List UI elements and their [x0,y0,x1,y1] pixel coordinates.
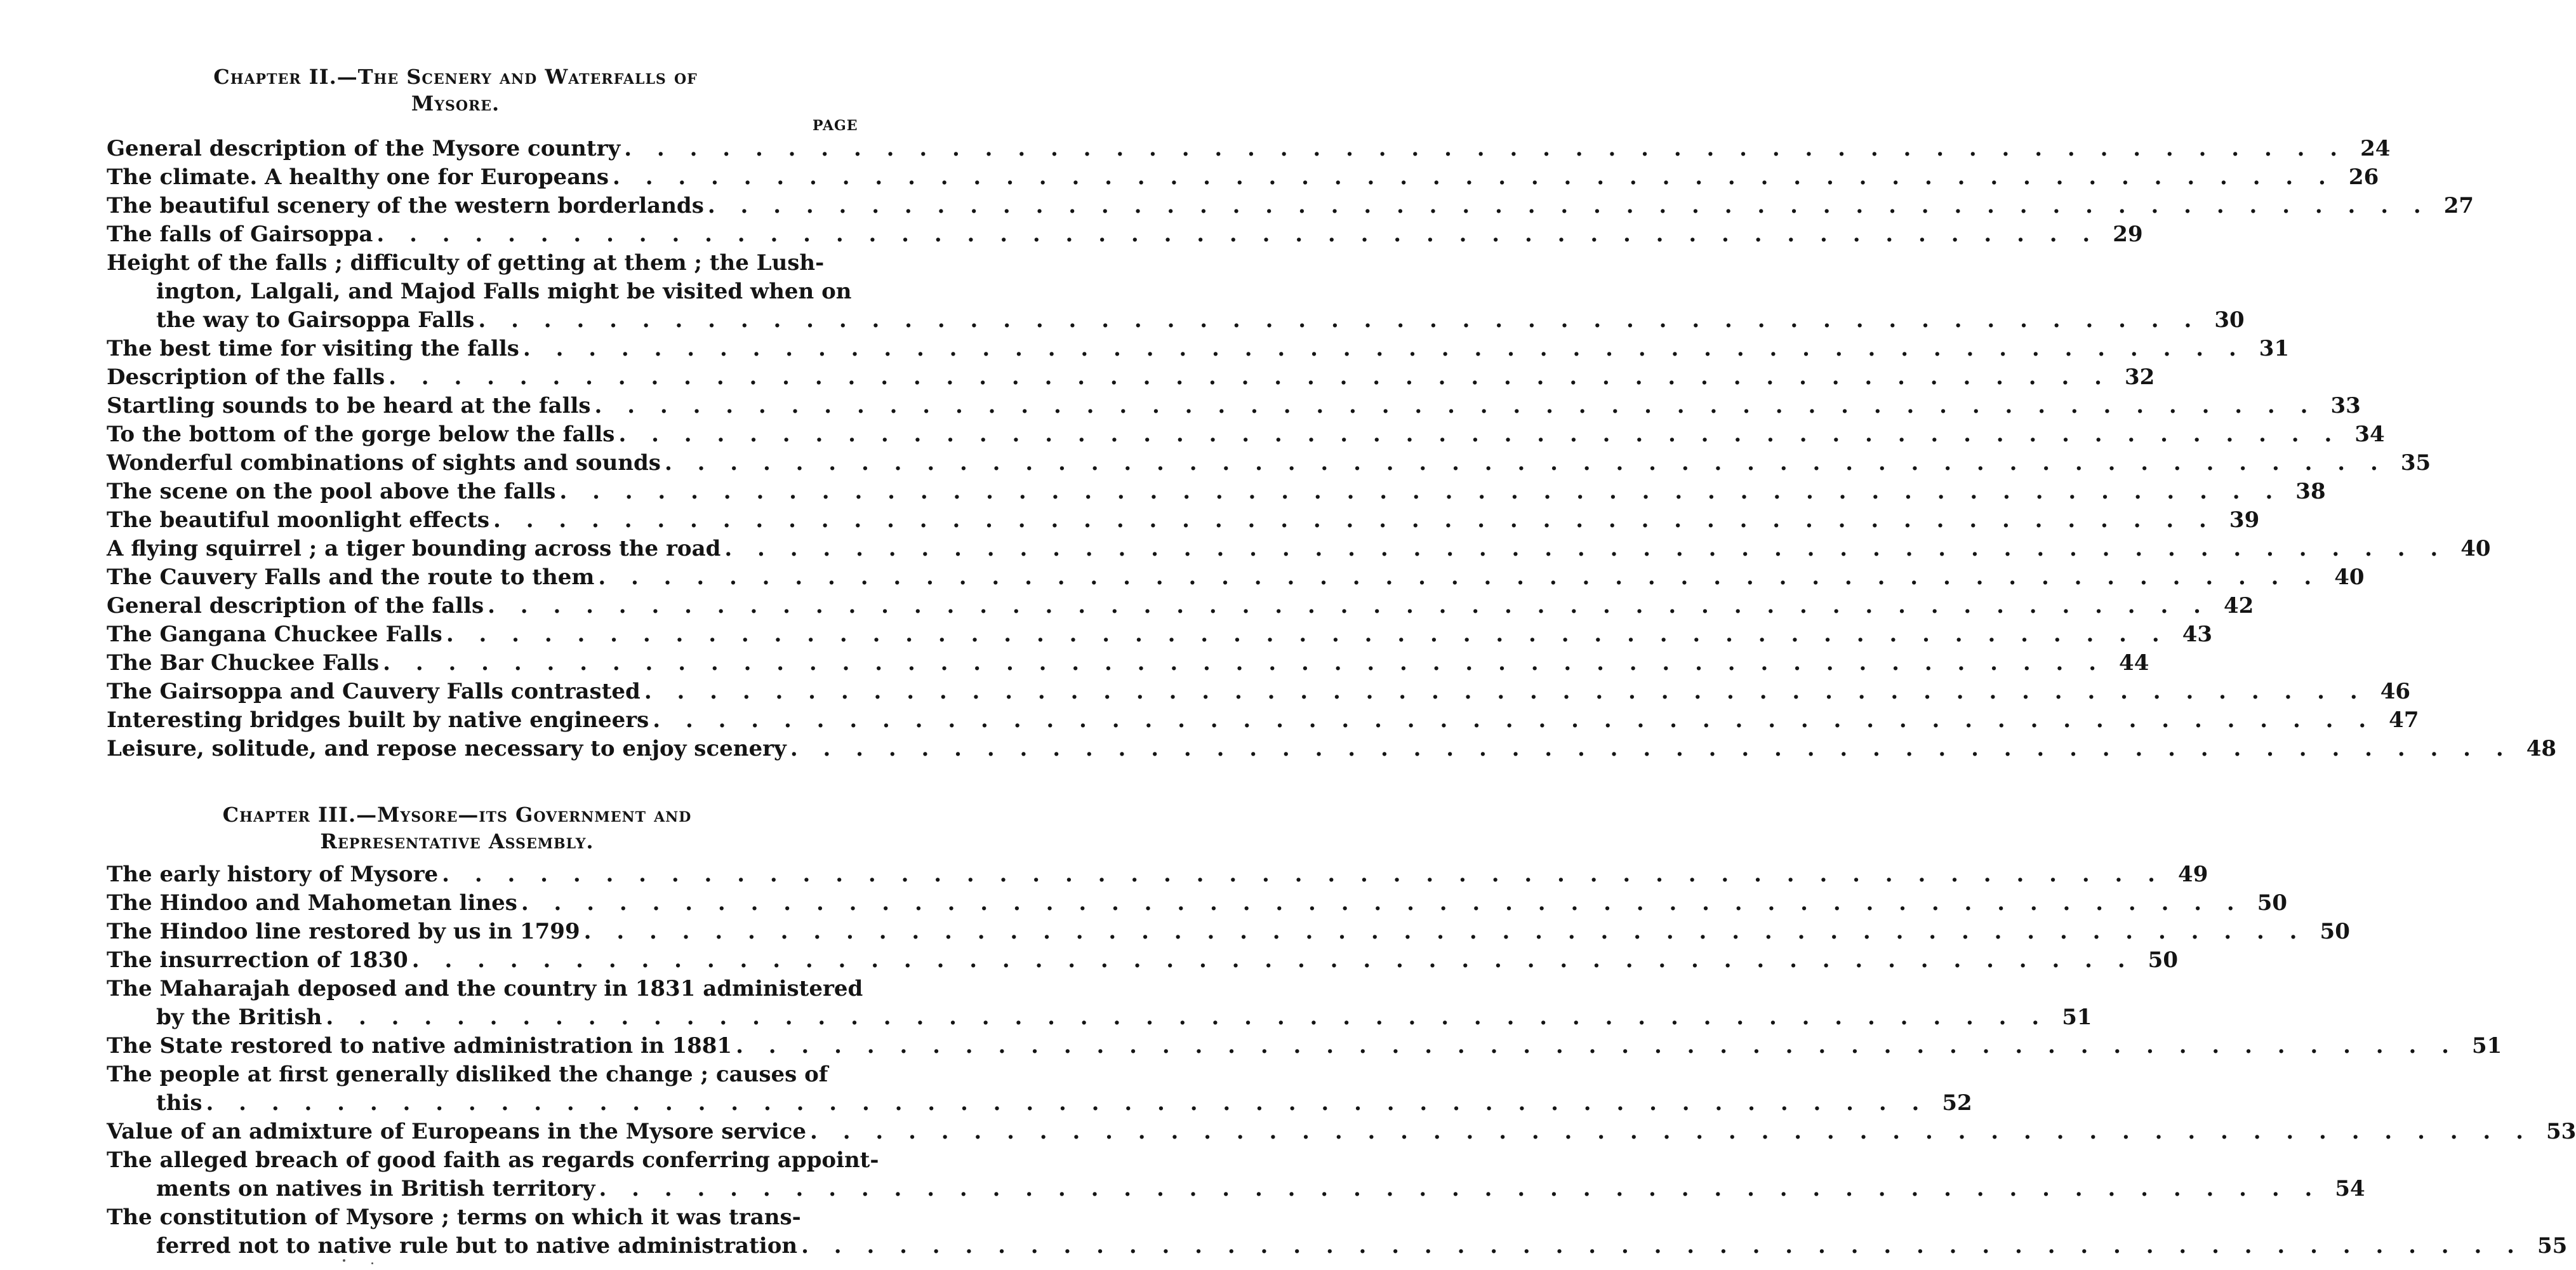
dot-leader: . . . . . . . . . . . . . . . . . . . . . . . . . . . . . . . . . . . . . . . . . . . . . . . . . . . . . [388,364,2111,390]
dot-leader: . . . . . . . . . . . . . . . . . . . . . . . . . . . . . . . . . . . . . . . . . . . . . . . . . . . . . [559,479,2282,504]
toc-entry-text: General description of the falls [107,593,484,618]
toc-entry [107,1118,2576,1146]
toc-page-number: 48 [2526,736,2557,761]
toc-entry-text: by the British [156,1005,322,1030]
toc-entry [107,735,2557,763]
toc-page-number: 50 [2148,947,2178,973]
toc-entry [107,335,2290,363]
toc-page-number: 33 [2330,393,2361,418]
dot-leader: . . . . . . . . . . . . . . . . . . . . . . . . . . . . . . . . . . . . . . . . . . . . . . . . . . . . . [442,862,2165,887]
chapter-3-contents [107,860,2576,1260]
toc-entry [107,163,2379,192]
dot-leader: . . . . . . . . . . . . . . . . . . . . . . . . . . . . . . . . . . . . . . . . . . . . . . . . . . . . . [488,593,2210,618]
scan-speck [371,1262,373,1264]
toc-entry [107,975,2092,1032]
chapter-2-heading [108,64,803,117]
toc-entry-text: The Maharajah deposed and the country in 1831 administered [107,976,863,1001]
toc-entry-text: The constitution of Mysore ; terms on which it was trans- [107,1205,801,1230]
toc-entry-text: The best time for visiting the falls [107,336,519,361]
toc-page-number: 51 [2062,1005,2092,1030]
toc-entry [107,1032,2502,1060]
toc-entry-text: The State restored to native administration in 1881 [107,1033,733,1059]
toc-page-number: 40 [2460,536,2491,561]
toc-page-number: 34 [2354,422,2385,447]
toc-entry-text: The Cauvery Falls and the route to them [107,565,595,590]
toc-entry-text: The Gangana Chuckee Falls [107,622,442,647]
dot-leader: . . . . . . . . . . . . . . . . . . . . . . . . . . . . . . . . . . . . . . . . . . . . . . . . . . . . . [522,336,2245,361]
toc-entry [107,478,2326,506]
toc-page-number: 50 [2257,890,2288,916]
toc-entry [107,946,2178,975]
chapter-2-contents [107,135,2557,763]
toc-page-number: 53 [2546,1119,2576,1144]
dot-leader: . . . . . . . . . . . . . . . . . . . . . . . . . . . . . . . . . . . . . . . . . . . . . . . . . . . . . [376,222,2099,247]
toc-entry-text: Startling sounds to be heard at the falls [107,393,591,418]
dot-leader: . . . . . . . . . . . . . . . . . . . . . . . . . . . . . . . . . . . . . . . . . . . . . . . . . . . . . [644,679,2367,704]
toc-entry [107,220,2143,249]
toc-page-number: 42 [2223,593,2254,618]
toc-entry [107,1146,2365,1203]
toc-page-number: 54 [2335,1176,2365,1201]
toc-entry-text: the way to Gairsoppa Falls [156,307,475,333]
dot-leader: . . . . . . . . . . . . . . . . . . . . . . . . . . . . . . . . . . . . . . . . . . . . . . . . . . . . . [478,307,2201,333]
toc-entry-text: A flying squirrel ; a tiger bounding across the road [107,536,721,561]
toc-entry-text: The Hindoo line restored by us in 1799 [107,919,580,944]
toc-page-number: 24 [2360,136,2391,161]
dot-leader: . . . . . . . . . . . . . . . . . . . . . . . . . . . . . . . . . . . . . . . . . . . . . . . . . . . . . [411,947,2134,973]
toc-entry-text: The climate. A healthy one for Europeans [107,164,609,190]
toc-entry-text: this [156,1090,202,1116]
toc-entry [107,706,2419,735]
dot-leader: . . . . . . . . . . . . . . . . . . . . . . . . . . . . . . . . . . . . . . . . . . . . . . . . . . . . . [724,536,2447,561]
toc-entry-text: The alleged breach of good faith as regards conferring appoint- [107,1147,879,1173]
toc-entry [107,1060,1972,1118]
toc-page-number: 44 [2119,650,2149,676]
toc-entry [107,392,2361,420]
toc-entry-text: The people at first generally disliked the change ; causes of [107,1062,828,1087]
toc-entry-text: The early history of Mysore [107,862,439,887]
toc-entry-text: The Hindoo and Mahometan lines [107,890,517,916]
dot-leader: . . . . . . . . . . . . . . . . . . . . . . . . . . . . . . . . . . . . . . . . . . . . . . . . . . . . . [326,1005,2048,1030]
toc-entry-text: To the bottom of the gorge below the falls [107,422,615,447]
dot-leader: . . . . . . . . . . . . . . . . . . . . . . . . . . . . . . . . . . . . . . . . . . . . . . . . . . . . . [624,136,2347,161]
dot-leader: . . . . . . . . . . . . . . . . . . . . . . . . . . . . . . . . . . . . . . . . . . . . . . . . . . . . . [599,1176,2321,1201]
toc-entry-text: Interesting bridges built by native engineers [107,707,649,733]
toc-entry-text: The beautiful moonlight effects [107,507,490,533]
toc-page-number: 38 [2295,479,2326,504]
toc-page-number: 35 [2400,450,2431,476]
dot-leader: . . . . . . . . . . . . . . . . . . . . . . . . . . . . . . . . . . . . . . . . . . . . . . . . . . . . . [598,565,2321,590]
chapter-2-heading-line1: Chapter II.—The Scenery and Waterfalls of [213,65,698,89]
chapter-3-heading [127,801,787,855]
toc-entry-text: The Bar Chuckee Falls [107,650,380,676]
dot-leader: . . . . . . . . . . . . . . . . . . . . . . . . . . . . . . . . . . . . . . . . . . . . . . . . . . . . . [801,1233,2523,1259]
toc-entry [107,918,2350,946]
toc-page-number: 50 [2320,919,2350,944]
toc-entry-text: The insurrection of 1830 [107,947,408,973]
dot-leader: . . . . . . . . . . . . . . . . . . . . . . . . . . . . . . . . . . . . . . . . . . . . . . . . . . . . . [790,736,2513,761]
toc-entry-text: The scene on the pool above the falls [107,479,556,504]
toc-page-number: 39 [2229,507,2260,533]
dot-leader: . . . . . . . . . . . . . . . . . . . . . . . . . . . . . . . . . . . . . . . . . . . . . . . . . . . . . [446,622,2168,647]
dot-leader: . . . . . . . . . . . . . . . . . . . . . . . . . . . . . . . . . . . . . . . . . . . . . . . . . . . . . [653,707,2375,733]
toc-page-number: 32 [2124,364,2155,390]
page-column-label: PAGE [813,117,858,134]
toc-entry-text: ments on natives in British territory [156,1176,595,1201]
toc-entry [107,860,2208,889]
toc-entry-text: The beautiful scenery of the western borderlands [107,193,704,218]
dot-leader: . . . . . . . . . . . . . . . . . . . . . . . . . . . . . . . . . . . . . . . . . . . . . . . . . . . . . [736,1033,2458,1059]
toc-page-number: 29 [2113,222,2143,247]
toc-page-number: 55 [2537,1233,2568,1259]
toc-entry [107,649,2149,678]
dot-leader: . . . . . . . . . . . . . . . . . . . . . . . . . . . . . . . . . . . . . . . . . . . . . . . . . . . . . [810,1119,2532,1144]
toc-entry-text: Leisure, solitude, and repose necessary to enjoy scenery [107,736,787,761]
toc-entry [107,535,2491,563]
toc-entry [107,889,2288,918]
dot-leader: . . . . . . . . . . . . . . . . . . . . . . . . . . . . . . . . . . . . . . . . . . . . . . . . . . . . . [664,450,2387,476]
toc-entry-text: ferred not to native rule but to native administration [156,1233,798,1259]
dot-leader: . . . . . . . . . . . . . . . . . . . . . . . . . . . . . . . . . . . . . . . . . . . . . . . . . . . . . [618,422,2341,447]
toc-entry-text: Height of the falls ; difficulty of getting at them ; the Lush- [107,250,825,276]
toc-page-number: 52 [1942,1090,1972,1116]
toc-entry [107,592,2254,620]
toc-entry [107,620,2213,649]
toc-entry-text: Wonderful combinations of sights and sounds [107,450,661,476]
dot-leader: . . . . . . . . . . . . . . . . . . . . . . . . . . . . . . . . . . . . . . . . . . . . . . . . . . . . . [521,890,2243,916]
toc-entry-text: ington, Lalgali, and Majod Falls might be visited when on [156,279,852,304]
toc-entry [107,678,2411,706]
toc-entry-text: General description of the Mysore country [107,136,621,161]
toc-entry [107,506,2260,535]
toc-page-number: 27 [2443,193,2474,218]
toc-page-number: 40 [2334,565,2365,590]
toc-page-number: 47 [2389,707,2419,733]
toc-entry [107,135,2391,163]
toc-entry-text: The Gairsoppa and Cauvery Falls contrasted [107,679,641,704]
toc-entry [107,563,2365,592]
toc-entry [107,449,2431,478]
toc-entry [107,363,2155,392]
toc-entry [107,420,2385,449]
dot-leader: . . . . . . . . . . . . . . . . . . . . . . . . . . . . . . . . . . . . . . . . . . . . . . . . . . . . . [383,650,2106,676]
toc-entry-text: The falls of Gairsoppa [107,222,373,247]
dot-leader: . . . . . . . . . . . . . . . . . . . . . . . . . . . . . . . . . . . . . . . . . . . . . . . . . . . . . [583,919,2306,944]
dot-leader: . . . . . . . . . . . . . . . . . . . . . . . . . . . . . . . . . . . . . . . . . . . . . . . . . . . . . [613,164,2335,190]
toc-entry [107,192,2474,220]
toc-page-number: 43 [2182,622,2213,647]
chapter-3-heading-line1: Chapter III.—Mysore—its Government and [222,803,692,827]
toc-entry-text: Description of the falls [107,364,385,390]
toc-page-number: 46 [2380,679,2411,704]
toc-page-number: 26 [2348,164,2379,190]
scan-speck [343,1259,345,1262]
dot-leader: . . . . . . . . . . . . . . . . . . . . . . . . . . . . . . . . . . . . . . . . . . . . . . . . . . . . . [493,507,2215,533]
dot-leader: . . . . . . . . . . . . . . . . . . . . . . . . . . . . . . . . . . . . . . . . . . . . . . . . . . . . . [594,393,2317,418]
toc-page-number: 30 [2214,307,2245,333]
chapter-2-heading-line2: Mysore. [411,91,500,116]
dot-leader: . . . . . . . . . . . . . . . . . . . . . . . . . . . . . . . . . . . . . . . . . . . . . . . . . . . . . [206,1090,1929,1116]
toc-page-number: 49 [2178,862,2208,887]
toc-page-number: 51 [2471,1033,2502,1059]
toc-entry [107,1203,2568,1260]
toc-entry-text: Value of an admixture of Europeans in the Mysore service [107,1119,807,1144]
chapter-3-heading-line2: Representative Assembly. [320,829,594,853]
toc-page-number: 31 [2259,336,2290,361]
toc-entry [107,249,2245,335]
dot-leader: . . . . . . . . . . . . . . . . . . . . . . . . . . . . . . . . . . . . . . . . . . . . . . . . . . . . . [707,193,2430,218]
